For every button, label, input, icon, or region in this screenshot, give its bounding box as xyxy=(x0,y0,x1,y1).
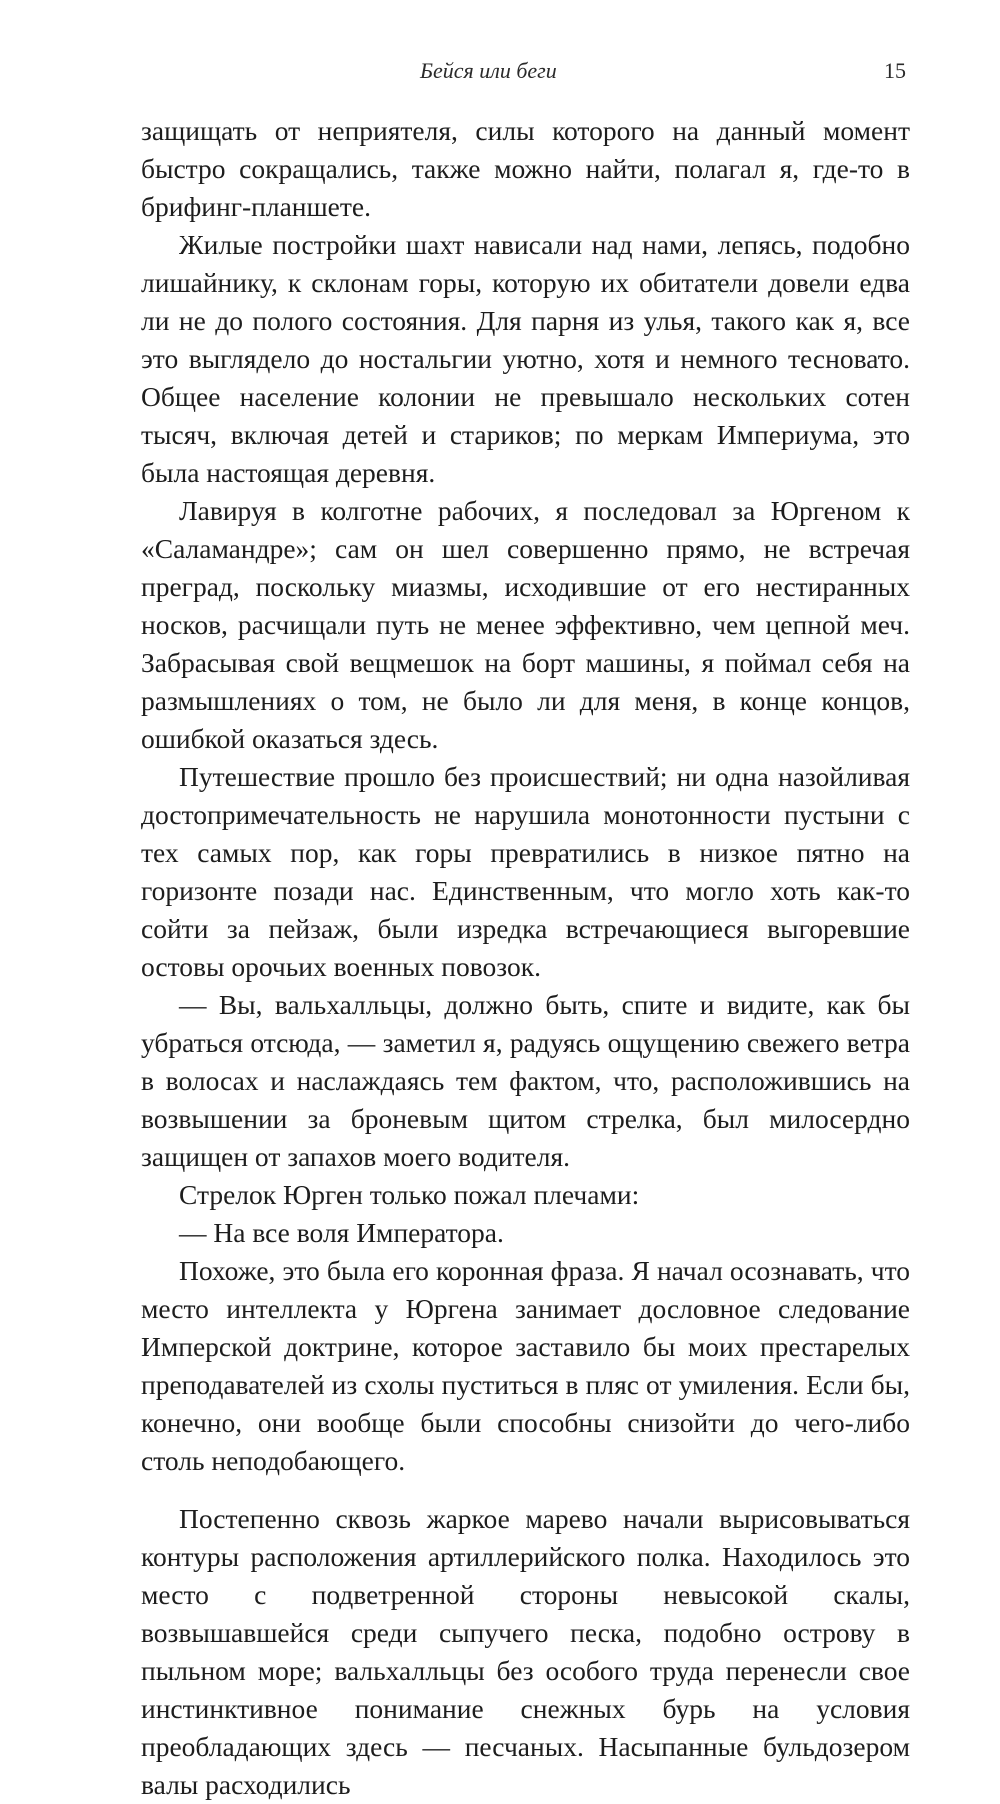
page-number: 15 xyxy=(884,58,906,83)
paragraph-continued: защищать от неприятеля, силы которого на данный момент быстро сокращались, также можно найти, полагал я, где-то в брифинг-планшете. xyxy=(141,115,910,222)
body-text xyxy=(141,112,910,1804)
paragraph: Лавируя в колготне рабочих, я последовал за Юргеном к «Саламандре»; сам он шел совершенно прямо, не встречая преград, поскольку миазмы, исходившие от его нестиранных носков, расчищали путь не менее эффективно, чем цепной меч. Забрасывая свой вещмешок на борт машины, я поймал себя на размышлениях о том, не было ли для меня, в конце концов, ошибкой оказаться здесь. xyxy=(141,495,910,754)
dialogue-line: — На все воля Императора. xyxy=(179,1217,504,1248)
dialogue-line: — Вы, вальхалльцы, должно быть, спите и видите, как бы убраться отсюда, — заметил я, радуясь ощущению свежего ветра в волосах и наслаждаясь тем фактом, что, расположившись на возвышении за броневым щитом стрелка, был милосердно защищен от запахов моего водителя. xyxy=(141,989,910,1172)
paragraph: Похоже, это была его коронная фраза. Я начал осознавать, что место интеллекта у Юргена занимает дословное следование Имперской доктрине, которое заставило бы моих престарелых преподавателей из схолы пуститься в пляс от умиления. Если бы, конечно, они вообще были способны снизойти до чего-либо столь неподобающего. xyxy=(141,1255,910,1476)
paragraph: Путешествие прошло без происшествий; ни одна назойливая достопримечательность не нарушила монотонности пустыни с тех самых пор, как горы превратились в низкое пятно на горизонте позади нас. Единственным, что могло хоть как-то сойти за пейзаж, были изредка встречающиеся выгоревшие остовы орочьих военных повозок. xyxy=(141,761,910,982)
paragraph: Стрелок Юрген только пожал плечами: xyxy=(179,1179,640,1210)
paragraph: Жилые постройки шахт нависали над нами, лепясь, подобно лишайнику, к склонам горы, которую их обитатели довели едва ли не до полого состояния. Для парня из улья, такого как я, все это выглядело до ностальгии уютно, хотя и немного тесновато. Общее население колонии не превышало нескольких сотен тысяч, включая детей и стариков; по меркам Империума, это была настоящая деревня. xyxy=(141,229,910,488)
chapter-title: Бейся или беги xyxy=(420,58,557,83)
paragraph: Постепенно сквозь жаркое марево начали вырисовываться контуры расположения артиллерийского полка. Находилось это место с подветренной стороны невысокой скалы, возвышавшейся среди сыпучего песка, подобно острову в пыльном море; вальхалльцы без особого труда перенесли свое инстинктивное понимание снежных бурь на условия преобладающих здесь — песчаных. Насыпанные бульдозером валы расходились xyxy=(141,1503,910,1800)
running-head xyxy=(0,58,1000,88)
